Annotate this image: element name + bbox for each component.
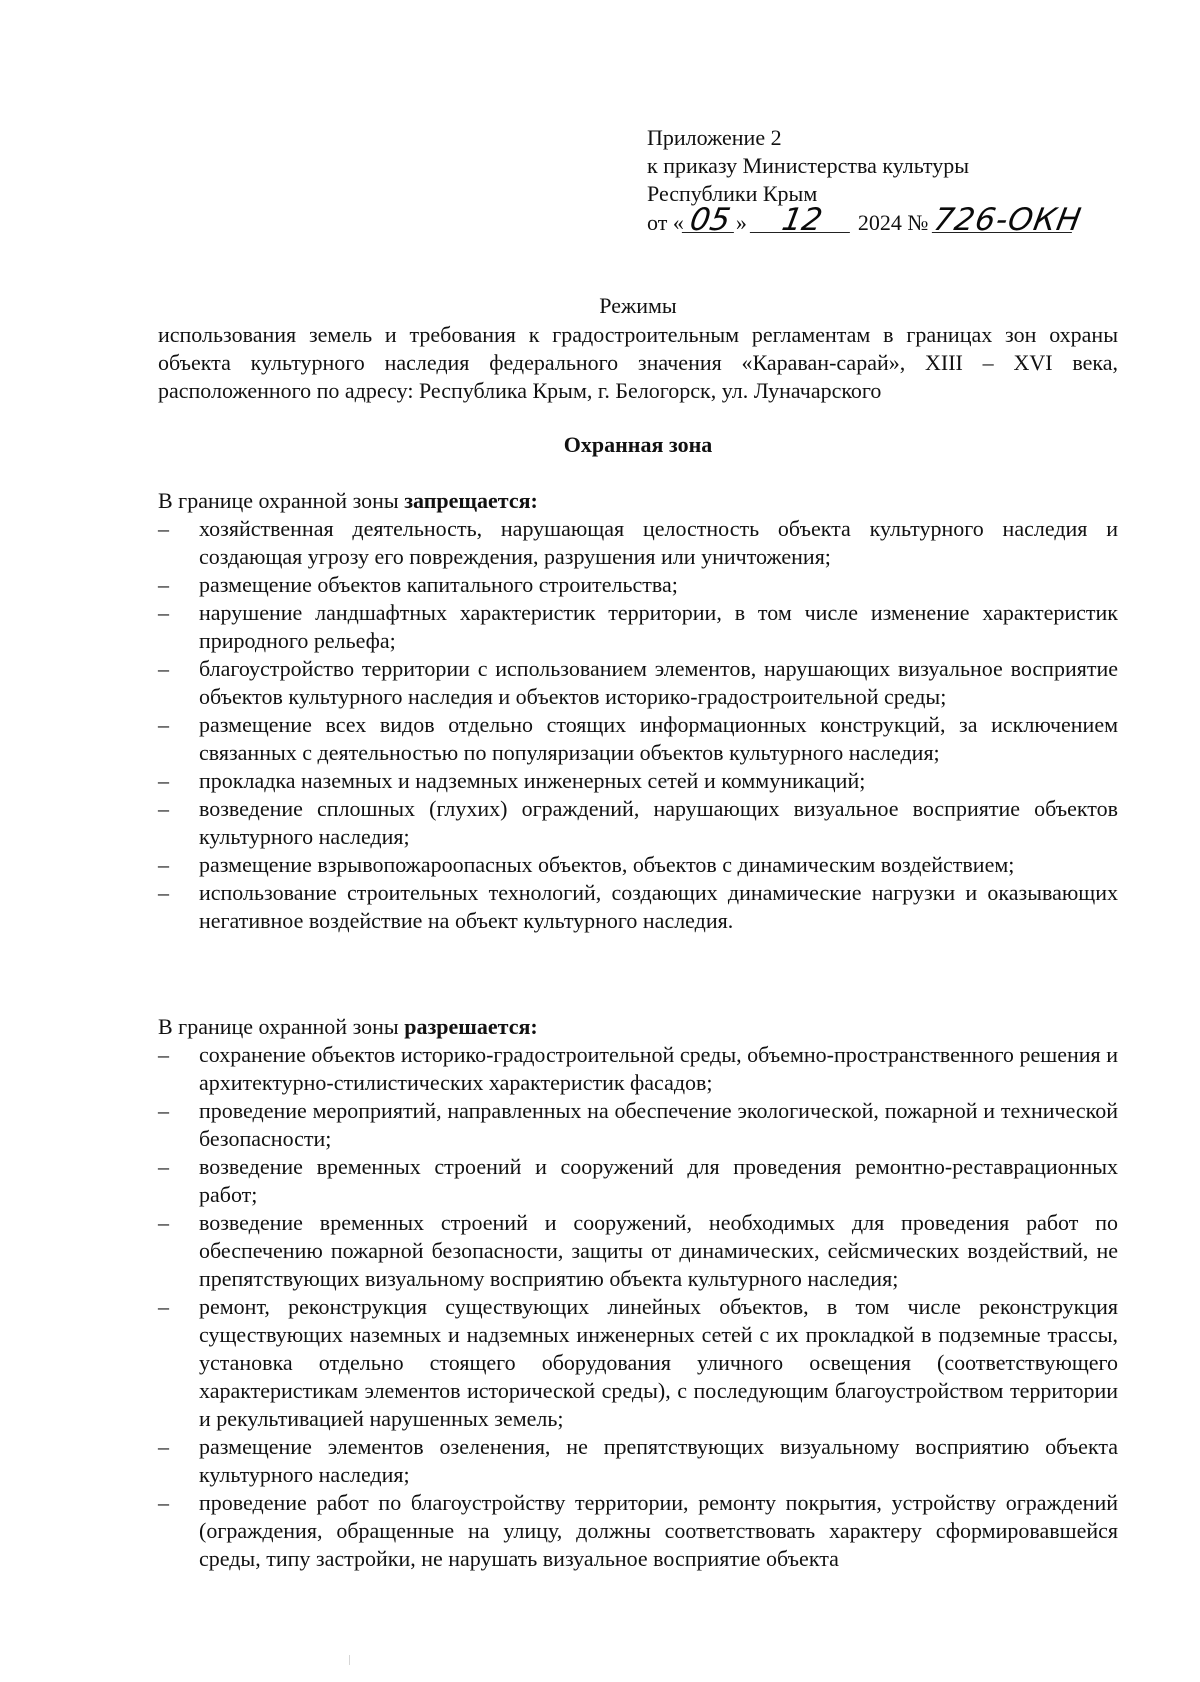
date-day-suffix: » <box>735 210 747 235</box>
date-prefix: от « <box>647 210 684 235</box>
dash-bullet: – <box>158 1042 169 1067</box>
list-item-text: сохранение объектов историко-градостроительной среды, объемно-пространственного решения и архитектурно-стилистических характеристик фасадов; <box>199 1042 1118 1095</box>
list-item <box>158 1489 1118 1573</box>
list-item-text: хозяйственная деятельность, нарушающая целостность объекта культурного наследия и создающая угрозу его повреждения, разрушения или уничтожения; <box>199 516 1118 569</box>
list-item <box>158 1153 1118 1209</box>
list-item <box>158 1293 1118 1433</box>
forbidden-intro-text: В границе охранной зоны <box>158 488 405 513</box>
list-item <box>158 515 1118 571</box>
appendix-block <box>647 124 1117 237</box>
dash-bullet: – <box>158 600 169 625</box>
dash-bullet: – <box>158 1434 169 1459</box>
scan-artifact-mark <box>349 1655 350 1665</box>
list-item <box>158 655 1118 711</box>
dash-bullet: – <box>158 1294 169 1319</box>
forbidden-section <box>158 487 1118 935</box>
list-item-text: использование строительных технологий, создающих динамические нагрузки и оказывающих негативное воздействие на объект культурного наследия. <box>199 880 1118 933</box>
allowed-intro <box>158 1013 1118 1041</box>
list-item <box>158 1209 1118 1293</box>
list-item-text: проведение работ по благоустройству территории, ремонту покрытия, устройству ограждений (ограждения, обращенные на улицу, должны соответствовать характеру сформировавшейся среды, типу застройки, не нарушать визуальное восприятие объекта <box>199 1490 1118 1571</box>
dash-bullet: – <box>158 768 169 793</box>
dash-bullet: – <box>158 516 169 541</box>
allowed-intro-text: В границе охранной зоны <box>158 1014 405 1039</box>
allowed-list <box>158 1041 1118 1573</box>
allowed-intro-bold: разрешается: <box>404 1014 538 1039</box>
list-item-text: размещение всех видов отдельно стоящих информационных конструкций, за исключением связанных с деятельностью по популяризации объектов культурного наследия; <box>199 712 1118 765</box>
dash-bullet: – <box>158 572 169 597</box>
forbidden-intro <box>158 487 1118 515</box>
dash-bullet: – <box>158 852 169 877</box>
list-item-text: возведение временных строений и сооружений для проведения ремонтно-реставрационных работ; <box>199 1154 1118 1207</box>
list-item <box>158 1041 1118 1097</box>
list-item <box>158 711 1118 767</box>
section-heading: Охранная зона <box>563 432 713 457</box>
list-item-text: размещение объектов капитального строительства; <box>199 572 678 597</box>
list-item <box>158 795 1118 851</box>
list-item-text: благоустройство территории с использованием элементов, нарушающих визуальное восприятие объектов культурного наследия и объектов историко-градостроительной среды; <box>199 656 1118 709</box>
list-item-text: возведение временных строений и сооружений, необходимых для проведения работ по обеспечению пожарной безопасности, защиты от динамических, сейсмических воздействий, не препятствующих визуальному восприятию объекта культурного наследия; <box>199 1210 1118 1291</box>
forbidden-intro-bold: запрещается: <box>404 488 538 513</box>
list-item-text: проведение мероприятий, направленных на обеспечение экологической, пожарной и технической безопасности; <box>199 1098 1118 1151</box>
handwritten-month: 12 <box>750 208 854 233</box>
list-item-text: размещение элементов озеленения, не препятствующих визуальному восприятию объекта культурного наследия; <box>199 1434 1118 1487</box>
dash-bullet: – <box>158 1098 169 1123</box>
appendix-title: Приложение 2 <box>647 125 782 150</box>
forbidden-list <box>158 515 1118 935</box>
list-item-text: возведение сплошных (глухих) ограждений, нарушающих визуальное восприятие объектов культурного наследия; <box>199 796 1118 849</box>
list-item <box>158 1097 1118 1153</box>
handwritten-day: 05 <box>682 208 738 233</box>
document-subtitle: использования земель и требования к градостроительным регламентам в границах зон охраны объекта культурного наследия федерального значения «Караван-сарай», XIII – XVI века, расположенного по адресу: Республика Крым, г. Белогорск, ул. Луначарского <box>158 322 1118 403</box>
dash-bullet: – <box>158 1154 169 1179</box>
list-item <box>158 767 1118 795</box>
appendix-issuer: Республики Крым <box>647 181 818 206</box>
list-item <box>158 571 1118 599</box>
dash-bullet: – <box>158 1490 169 1515</box>
dash-bullet: – <box>158 880 169 905</box>
list-item <box>158 851 1118 879</box>
appendix-date-line <box>647 202 1117 238</box>
list-item-text: прокладка наземных и надземных инженерных сетей и коммуникаций; <box>199 768 866 793</box>
list-item <box>158 599 1118 655</box>
dash-bullet: – <box>158 1210 169 1235</box>
date-year-label: 2024 № <box>857 210 929 235</box>
list-item-text: размещение взрывопожароопасных объектов, объектов с динамическим воздействием; <box>199 852 1015 877</box>
dash-bullet: – <box>158 656 169 681</box>
appendix-order-reference: к приказу Министерства культуры <box>647 153 970 178</box>
allowed-section <box>158 1013 1118 1573</box>
list-item-text: нарушение ландшафтных характеристик территории, в том числе изменение характеристик природного рельефа; <box>199 600 1118 653</box>
document-title: Режимы <box>599 293 677 318</box>
dash-bullet: – <box>158 712 169 737</box>
dash-bullet: – <box>158 796 169 821</box>
list-item <box>158 1433 1118 1489</box>
list-item-text: ремонт, реконструкция существующих линейных объектов, в том числе реконструкция существующих наземных и надземных инженерных сетей с их прокладкой в подземные трассы, установка отдельно стоящего оборудования уличного освещения (соответствующего характеристикам элементов исторической среды), с последующим благоустройством территории и рекультивацией нарушенных земель; <box>199 1294 1118 1431</box>
handwritten-order-number: 726-ОКН <box>930 202 1085 238</box>
list-item <box>158 879 1118 935</box>
